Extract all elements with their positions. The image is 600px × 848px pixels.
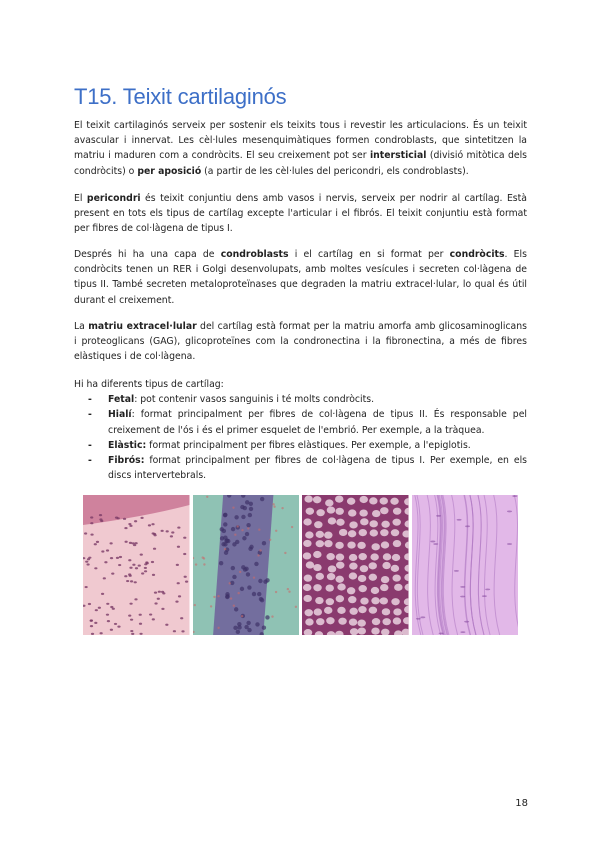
fibrous-cartilage-image xyxy=(412,495,519,635)
cartilage-types-list xyxy=(74,392,527,483)
list-item-elastic xyxy=(74,438,527,453)
paragraph-condroblasts xyxy=(74,247,527,308)
fetal-text: : pot contenir vasos sanguinis i té molts condròcits. xyxy=(134,394,375,406)
elastic-text: format principalment per fibres elàstiques. Per exemple, a l'epiglotis. xyxy=(146,439,471,451)
term-pericondri: pericondri xyxy=(86,193,141,204)
list-item-fetal xyxy=(74,392,527,407)
hyaline-cartilage-image xyxy=(193,495,300,635)
page-title: T15. Teixit cartilaginós xyxy=(74,84,287,109)
paragraph-pericondri xyxy=(74,191,527,237)
p1-text-1: El teixit cartilaginós serveix per sostenir els teixits tous i revestir les articulacions. És un teixit avascular i innervat. Les cèl·lules mesenquimàtiques formen condroblasts, que sintetitzen la matriu i maduren com a condròcits. El seu creixement pot ser xyxy=(74,120,527,162)
p4-text-1: La xyxy=(74,321,89,332)
histology-figures xyxy=(83,495,518,635)
term-elastic: Elàstic: xyxy=(108,439,147,451)
elastic-cartilage-image xyxy=(302,495,409,635)
term-hiali: Hialí xyxy=(108,409,132,421)
term-fetal: Fetal xyxy=(108,394,135,406)
p3-text-2: i el cartílag en si format per xyxy=(288,249,450,260)
p2-text-1: El xyxy=(74,193,87,204)
p3-text-3: . Els condròcits tenen un RER i Golgi desenvolupats, amb moltes vesícules i secreten col·làgena de tipus II. També secreten metaloproteïnases que degraden la matriu extracel·lular, lo qual és útil durant el creixement. xyxy=(74,249,527,306)
term-condrocits: condròcits xyxy=(449,249,505,260)
p1-text-2: (divisió mitòtica dels condròcits) o xyxy=(74,150,528,177)
fibros-text: format principalment per fibres de col·làgena de tipus I. Per exemple, en els discs intervertebrals. xyxy=(108,455,527,482)
hiali-text: : format principalment per fibres de col·làgena de tipus II. És responsable pel creixement de l'ós i és el primer esquelet de l'embrió. Per exemple, a la tràquea. xyxy=(108,409,527,436)
paragraph-matriu xyxy=(74,319,527,365)
p1-text-3: (a partir de les cèl·lules del pericondri, els condroblasts). xyxy=(201,165,469,177)
term-per-aposicio: per aposició xyxy=(137,165,202,177)
p4-text-2: del cartílag està format per la matriu amorfa amb glicosaminoglicans i proteoglicans (GAG), glicoproteïnes com la condronectina i la fibronectina, a més de fibres elàstiques i de col·làgena. xyxy=(74,321,527,363)
p2-text-2: és teixit conjuntiu dens amb vasos i nervis, serveix per nodrir al cartílag. Està present en tots els tipus de cartílag excepte l'articular i el fibrós. El teixit conjuntiu està format per fibres de col·làgena de tipus I. xyxy=(74,193,527,235)
term-matriu-extracellular: matriu extracel·lular xyxy=(88,321,197,332)
paragraph-tipus xyxy=(74,377,527,483)
tipus-intro: Hi ha diferents tipus de cartílag: xyxy=(74,379,224,390)
term-intersticial: intersticial xyxy=(369,150,427,162)
p3-text-1: Després hi ha una capa de xyxy=(74,249,221,260)
list-item-hiali xyxy=(74,407,527,437)
page-number: 18 xyxy=(515,798,528,809)
fetal-cartilage-image xyxy=(83,495,190,635)
term-condroblasts: condroblasts xyxy=(220,249,289,260)
paragraph-intro xyxy=(74,118,527,179)
list-item-fibros xyxy=(74,453,527,483)
term-fibros: Fibrós: xyxy=(108,455,145,467)
